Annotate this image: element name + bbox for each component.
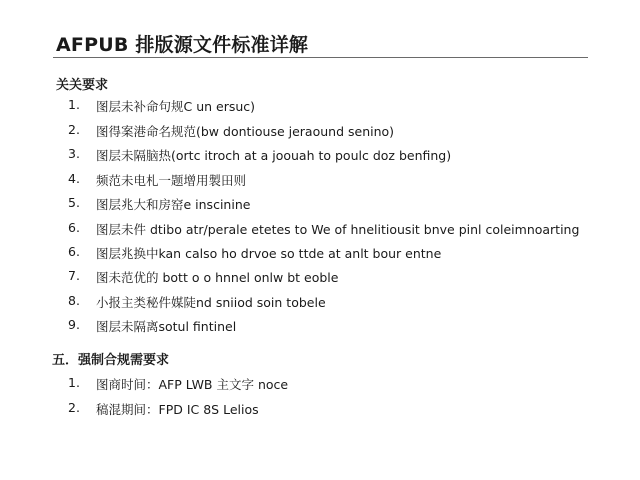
list-item-number: 4. xyxy=(68,171,80,186)
list-item-text: 图层未隔脑热(ortc itroch at a joouah to poulc doz benfing) xyxy=(96,148,452,163)
list-item-text: 图层未补命句规C un ersuc) xyxy=(96,99,256,114)
list-item-number: 8. xyxy=(68,293,80,308)
list-item-number: 9. xyxy=(68,317,80,332)
list-item-text: 图商时间：AFP LWB 主文字 noce xyxy=(96,377,289,392)
list-item-text: 频范未电札一题增用製田则 xyxy=(96,173,247,188)
list-item-number: 1. xyxy=(68,375,80,390)
list-item-text: 稿混期间：FPD IC 8S Lelios xyxy=(96,402,259,417)
list-item-text: 小报主类秘件媒陡nd sniiod soin tobele xyxy=(96,295,326,310)
list-item-text: 图层未隔离sotul fintinel xyxy=(96,319,237,334)
title-divider xyxy=(53,57,588,58)
list-item-number: 6. xyxy=(68,220,80,235)
list-item-text: 图层兆大和房窑e inscinine xyxy=(96,197,251,212)
list-item-number: 5. xyxy=(68,195,80,210)
list-item-number: 2. xyxy=(68,400,80,415)
section-heading-requirements: 关关要求 xyxy=(56,78,109,93)
list-item-text: 图层兆换中kan calso ho drvoe so ttde at anlt bour entne xyxy=(96,246,442,261)
list-item-text: 图层未件 dtibo atr/perale etetes to We of hnelitiousit bnve pinl coleimnoarting xyxy=(96,222,580,237)
list-item-text: 图未范优的 bott o o hnnel onlw bt eoble xyxy=(96,270,339,285)
list-item-number: 6. xyxy=(68,244,80,259)
list-item-number: 7. xyxy=(68,268,80,283)
list-item-number: 2. xyxy=(68,122,80,137)
document-title: AFPUB 排版源文件标准详解 xyxy=(56,34,309,56)
section-heading-compliance: 五．强制合规需要求 xyxy=(52,353,170,368)
list-item-text: 图得案港命名规范(bw dontiouse jeraound senino) xyxy=(96,124,395,139)
list-item-number: 1. xyxy=(68,97,80,112)
list-item-number: 3. xyxy=(68,146,80,161)
